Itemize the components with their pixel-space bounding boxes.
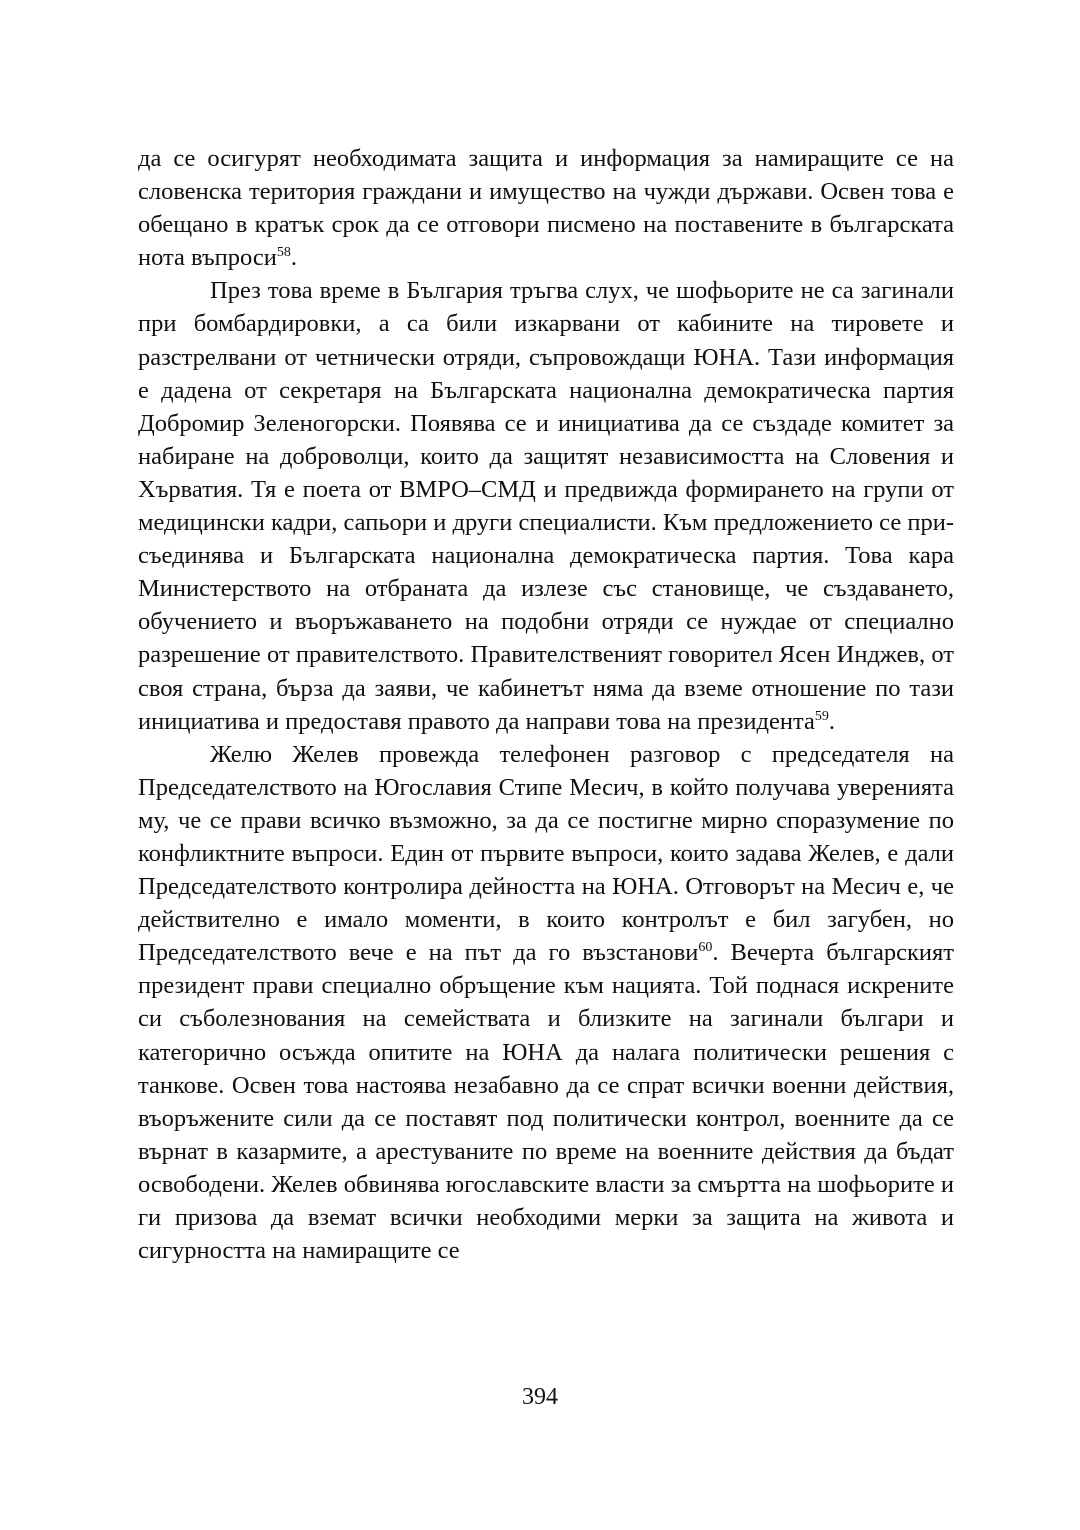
page-number: 394 xyxy=(522,1384,558,1410)
paragraph-text: Желю Желев провежда телефонен разговор с председателя на Председателството на Югославия Стипе Месич, в който получава уверенията му, че се прави всичко възможно, за да се постигне мирно споразумение по конфликтните въпроси. Един от първите въпроси, които задава Желев, е дали Председателството контролира дейността на ЮНА. Отговорът на Месич е, че действително е имало моменти, в които контролът е бил загубен, но Председателството вече е на път да го възстанови xyxy=(138,740,954,967)
footnote-reference[interactable]: 59 xyxy=(814,708,829,724)
footnote-reference[interactable]: 58 xyxy=(276,245,291,261)
paragraph-text: . xyxy=(290,244,298,272)
body-text xyxy=(138,142,954,1267)
paragraph-3 xyxy=(138,738,954,1268)
paragraph-text: През това време в България тръгва слух, че шофьорите не са загинали при бомбардировки, а са били изкарвани от кабините на тировете и разстрелвани от четнически отряди, съпровождащи ЮНА. Тази информация е дадена от секретаря на Българската национална демократическа партия Добромир Зеленогорски. Появява се и инициатива да се създаде комитет за набиране на доброволци, които да защитят независимостта на Словения и Хърватия. Тя е поета от ВМРО–СМД и предвижда формирането на групи от медицински кадри, сапьори и други специалисти. Към предложението се присъединява и Българската национална демократическа партия. Това кара Министерството на отбраната да излезе със становище, че създаването, обучението и въоръжаването на подобни отряди се нуждае от специално разрешение от правителството. Правителственият говорител Ясен Инджев, от своя страна, бърза да заяви, че кабинетът няма да вземе отношение по тази инициатива и предоставя правото да направи това на президента xyxy=(138,277,954,735)
paragraph-text: . xyxy=(828,707,835,735)
paragraph-text: . Вечерта българският президент прави специално обръщение към нацията. Той поднася искрените си съболезнования на семействата и близките на загинали българи и категорично осъжда опитите на ЮНА да налага политически решения с танкове. Освен това настоява незабавно да се спрат всички военни действия, въоръжените сили да се поставят под политически контрол, военните да се върнат в казармите, а арестуваните по време на военните действия да бъдат освободени. Желев обвинява югославските власти за смъртта на шофьорите и ги призова да вземат всички необходими мерки за защита на живота и сигурността на намиращите се xyxy=(138,939,954,1265)
paragraph-1 xyxy=(138,142,954,274)
paragraph-2 xyxy=(138,274,954,737)
paragraph-text: да се осигурят необходимата защита и информация за намиращите се на словенска територия граждани и имущество на чужди държави. Освен това е обещано в кратък срок да се отговори писмено на поставените в българската нота въпроси xyxy=(138,145,954,272)
footnote-reference[interactable]: 60 xyxy=(698,940,713,956)
